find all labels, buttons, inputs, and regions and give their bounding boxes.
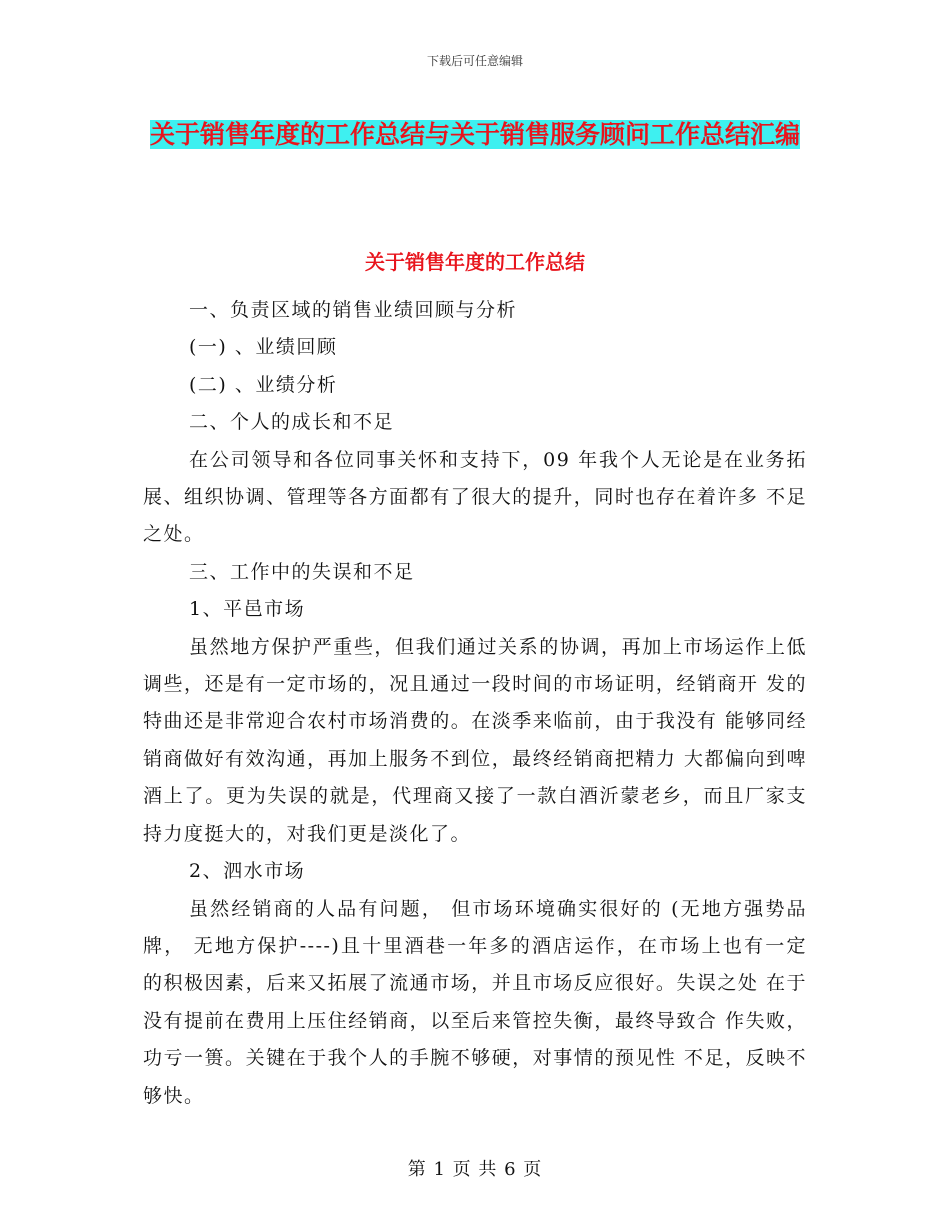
subheading-3: 1、平邑市场 bbox=[189, 598, 306, 621]
document-body bbox=[143, 292, 807, 1115]
header-note: 下载后可任意编辑 bbox=[426, 54, 523, 68]
document-title bbox=[143, 111, 807, 159]
subheading-2: (二) 、业绩分析 bbox=[189, 373, 338, 396]
document-title-text: 关于销售年度的工作总结与关于销售服务顾问工作总结汇编 bbox=[149, 120, 800, 149]
subheading-1: (一) 、业绩回顾 bbox=[189, 336, 338, 359]
subheading-4: 2、泗水市场 bbox=[189, 860, 306, 883]
paragraph: 在公司领导和各位同事关怀和支持下，09 年我个人无论是在业务拓 展、组织协调、管理等各方面都有了很大的提升，同时也存在着许多 不足之处。 bbox=[143, 448, 807, 546]
paragraph: 虽然经销商的人品有问题， 但市场环境确实很好的 (无地方强势品牌， 无地方保护----)且十里酒巷一年多的酒店运作，在市场上也有一定 的积极因素，后来又拓展了流通市场，并且市场反应很好。失误之处 在于没有提前在费用上压住经销商，以至后来管控失衡，最终导致合 作失败，功亏一篑。关键在于我个人的手腕不够硬，对事情的预见性 不足，反映不够快。 bbox=[143, 897, 807, 1107]
heading-1: 一、负责区域的销售业绩回顾与分析 bbox=[189, 299, 518, 321]
heading-2: 二、个人的成长和不足 bbox=[189, 411, 395, 434]
section-title: 关于销售年度的工作总结 bbox=[365, 250, 585, 274]
heading-3: 三、工作中的失误和不足 bbox=[189, 560, 415, 583]
paragraph: 虽然地方保护严重些，但我们通过关系的协调，再加上市场运作上低 调些，还是有一定市场的，况且通过一段时间的市场证明，经销商开 发的特曲还是非常迎合农村市场消费的。在淡季来临前，由于我没有 能够同经销商做好有效沟通，再加上服务不到位，最终经销商把精力 大都偏向到啤酒上了。更为失误的就是，代理商又接了一款白酒沂蒙老乡，而且厂家支持力度挺大的，对我们更是淡化了。 bbox=[143, 635, 807, 845]
page-footer: 第 1 页 共 6 页 bbox=[407, 1159, 543, 1180]
